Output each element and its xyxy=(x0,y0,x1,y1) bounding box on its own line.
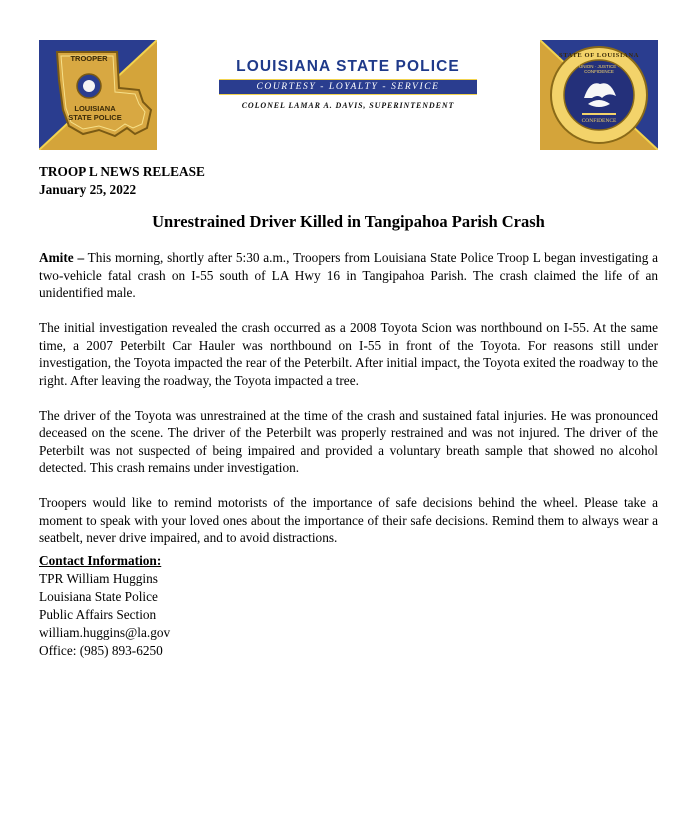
contact-phone: Office: (985) 893-6250 xyxy=(39,643,163,658)
release-label: TROOP L NEWS RELEASE xyxy=(39,164,205,179)
paragraph-3: The driver of the Toyota was unrestrained at the time of the crash and sustained fatal injuries. He was pronounced deceased on the scene. The driver of the Peterbilt was properly restrained and was not injured. The driver of the Peterbilt was not suspected of being impaired and provided a voluntary breath sample that showed no alcohol detected. This crash remains under investigation. xyxy=(39,407,658,475)
contact-org: Louisiana State Police xyxy=(39,589,158,604)
contact-name: TPR William Huggins xyxy=(39,571,158,586)
motto-bar: COURTESY - LOYALTY - SERVICE xyxy=(219,79,477,95)
badge-top-text: TROOPER xyxy=(70,54,108,63)
paragraph-1-text: This morning, shortly after 5:30 a.m., Troopers from Louisiana State Police Troop L began investigating a two-vehicle fatal crash on I-55 south of LA Hwy 16 in Tangipahoa Parish. The crash claimed the life of an unidentified male. xyxy=(39,250,658,300)
letterhead xyxy=(39,40,658,150)
badge-bottom-text-2: STATE POLICE xyxy=(68,113,122,122)
trooper-badge-logo xyxy=(39,40,157,150)
contact-email[interactable]: william.huggins@la.gov xyxy=(39,625,171,640)
superintendent-line: COLONEL LAMAR A. DAVIS, SUPERINTENDENT xyxy=(241,101,455,110)
state-seal-logo xyxy=(540,40,658,150)
agency-name: LOUISIANA STATE POLICE xyxy=(236,58,460,75)
release-date: January 25, 2022 xyxy=(39,182,137,197)
dateline: Amite – xyxy=(39,250,85,265)
paragraph-4: Troopers would like to remind motorists of the importance of safe decisions behind the wheel. Please take a moment to speak with your loved ones about the importance of their safe decisions. Remind them to always wear a seatbelt, never drive impaired, and to avoid distractions. xyxy=(39,495,658,545)
paragraph-2: The initial investigation revealed the crash occurred as a 2008 Toyota Scion was northbound on I-55. At the same time, a 2007 Peterbilt Car Hauler was northbound on I-55 in front of the Toyota. For reasons still under investigation, the Toyota impacted the rear of the Peterbilt. After initial impact, the Toyota exited the roadway to the right. After leaving the roadway, the Toyota impacted a tree. xyxy=(39,320,658,388)
paragraph-1 xyxy=(39,249,658,302)
contact-block xyxy=(39,552,170,660)
agency-title-block xyxy=(219,58,477,110)
release-header xyxy=(39,163,205,199)
press-release-body xyxy=(39,249,658,564)
seal-inner-text: CONFIDENCE xyxy=(581,118,617,124)
contact-heading: Contact Information: xyxy=(39,553,162,568)
seal-ring-text: STATE OF LOUISIANA xyxy=(558,52,640,59)
seal-motto-text: UNION · JUSTICE · CONFIDENCE xyxy=(579,64,619,74)
press-release-title: Unrestrained Driver Killed in Tangipahoa Parish Crash xyxy=(152,212,545,231)
contact-section: Public Affairs Section xyxy=(39,607,157,622)
badge-bottom-text-1: LOUISIANA xyxy=(74,104,116,113)
